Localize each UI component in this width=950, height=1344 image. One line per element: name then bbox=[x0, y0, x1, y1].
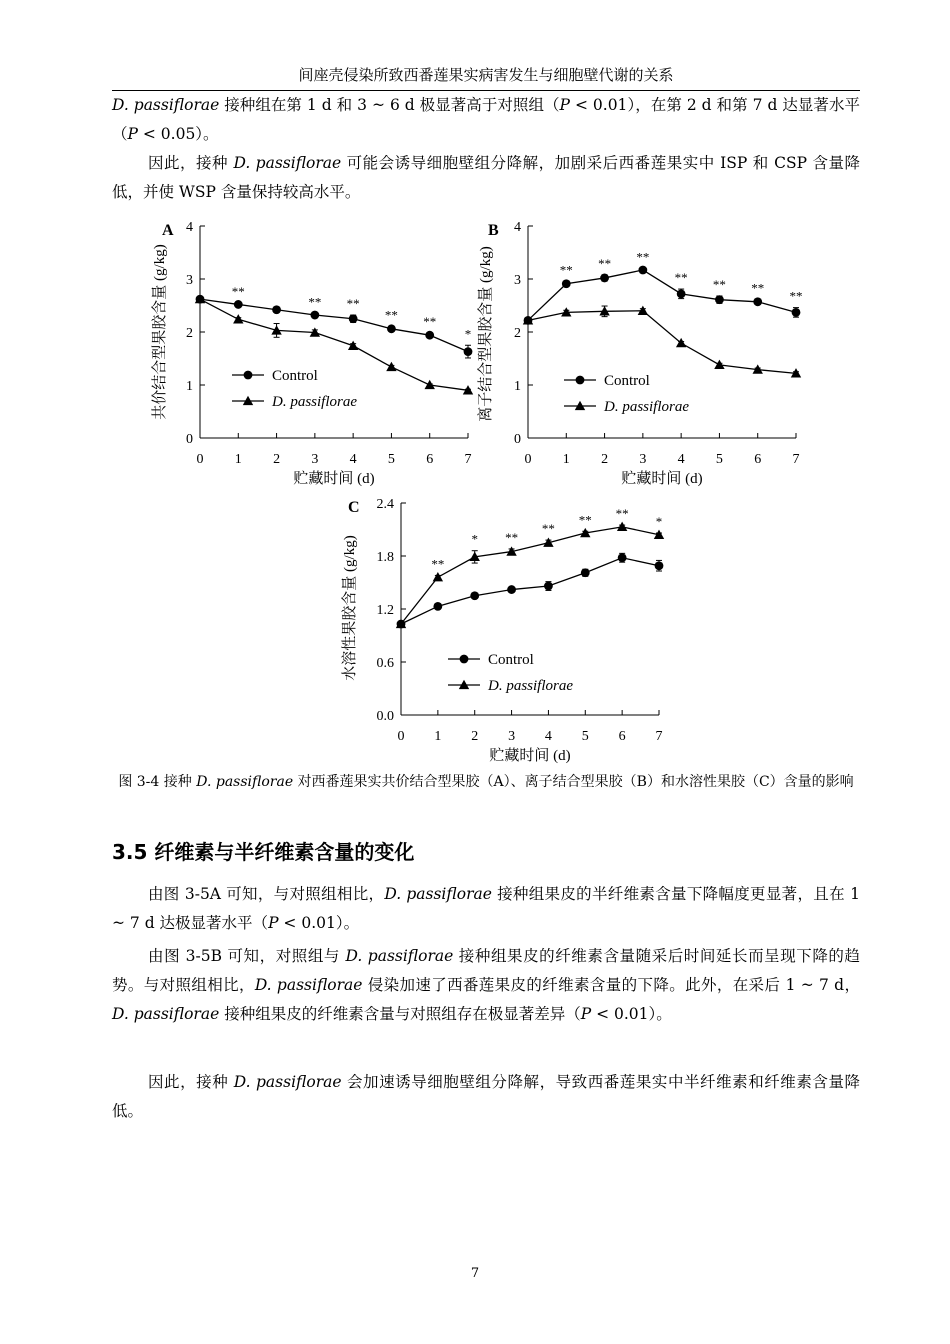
text-run: < 0.01）。 bbox=[591, 1005, 672, 1023]
y-tick-label: 1.2 bbox=[376, 603, 394, 618]
y-tick-label: 2 bbox=[514, 326, 521, 341]
y-tick-label: 1.8 bbox=[376, 550, 394, 565]
page-number: 7 bbox=[470, 1266, 480, 1281]
italic-term: D. passiflorae bbox=[196, 774, 294, 790]
legend-label: Control bbox=[488, 652, 534, 668]
significance-marker: ** bbox=[789, 288, 803, 304]
paragraph-conclusion-pectin bbox=[112, 149, 860, 207]
paragraph-cellulose bbox=[112, 942, 860, 1029]
x-tick-label: 7 bbox=[655, 729, 663, 744]
data-point-control bbox=[425, 331, 434, 340]
x-tick-label: 7 bbox=[792, 452, 800, 467]
y-tick-label: 2.4 bbox=[376, 497, 394, 512]
significance-marker: * bbox=[655, 514, 663, 530]
text-run: 对西番莲果实共价结合型果胶（A）、离子结合型果胶（B）和水溶性果胶（C）含量的影响 bbox=[293, 774, 854, 790]
paragraph-conclusion-cellulose bbox=[112, 1068, 860, 1126]
data-point-control bbox=[655, 561, 664, 570]
running-header: 间座壳侵染所致西番莲果实病害发生与细胞壁代谢的关系 bbox=[298, 66, 674, 84]
x-axis-label: 贮藏时间 (d) bbox=[293, 471, 375, 487]
x-tick-label: 6 bbox=[426, 452, 434, 467]
y-tick-label: 4 bbox=[186, 220, 193, 235]
chart-panel-b bbox=[476, 216, 816, 488]
data-point-control bbox=[470, 591, 479, 600]
y-tick-label: 1 bbox=[514, 379, 521, 394]
significance-marker: ** bbox=[541, 521, 555, 537]
legend-label: Control bbox=[604, 373, 650, 389]
significance-marker: * bbox=[471, 531, 478, 547]
significance-marker: ** bbox=[505, 529, 519, 545]
significance-marker: ** bbox=[384, 307, 398, 323]
data-point-control bbox=[387, 324, 396, 333]
data-point-control bbox=[507, 585, 516, 594]
x-tick-label: 7 bbox=[464, 452, 472, 467]
italic-term: D. passiflorae bbox=[233, 1073, 342, 1091]
legend-label: D. passiflorae bbox=[272, 394, 358, 410]
legend-label: D. passiflorae bbox=[604, 399, 690, 415]
significance-marker: ** bbox=[598, 255, 612, 271]
x-tick-label: 4 bbox=[677, 452, 685, 467]
x-tick-label: 4 bbox=[544, 729, 552, 744]
x-tick-label: 2 bbox=[273, 452, 281, 467]
text-run: 接种组在第 1 d 和 3 ~ 6 d 极显著高于对照组（ bbox=[219, 96, 560, 114]
text-run: < 0.01），在第 2 d 和第 7 d 达显著水平（ bbox=[112, 96, 860, 143]
legend-marker bbox=[460, 655, 469, 664]
x-tick-label: 1 bbox=[562, 452, 570, 467]
panel-label: C bbox=[348, 499, 360, 516]
text-run: 会加速诱导细胞壁组分降解，导致西番莲果实中半纤维素和纤维素含量降低。 bbox=[112, 1073, 860, 1120]
significance-marker: ** bbox=[615, 506, 629, 522]
significance-marker: ** bbox=[431, 556, 445, 572]
data-point-d-passiflorae bbox=[348, 341, 358, 350]
italic-term: D. passiflorae bbox=[233, 154, 342, 172]
y-tick-label: 0 bbox=[514, 432, 521, 447]
data-point-control bbox=[349, 314, 358, 323]
italic-term: D. passiflorae bbox=[384, 885, 492, 903]
series-line-d-passiflorae bbox=[200, 299, 468, 390]
x-tick-label: 6 bbox=[754, 452, 762, 467]
series-line-d-passiflorae bbox=[528, 311, 796, 374]
x-tick-label: 5 bbox=[715, 452, 723, 467]
legend-label: D. passiflorae bbox=[488, 678, 574, 694]
italic-term: D. passiflorae bbox=[112, 1005, 220, 1023]
data-point-d-passiflorae bbox=[233, 314, 243, 323]
x-tick-label: 6 bbox=[618, 729, 626, 744]
x-tick-label: 0 bbox=[397, 729, 405, 744]
x-tick-label: 3 bbox=[311, 452, 319, 467]
legend-marker bbox=[576, 376, 585, 385]
figure-caption bbox=[112, 770, 860, 794]
significance-marker: ** bbox=[346, 296, 360, 312]
data-point-control bbox=[581, 568, 590, 577]
text-run: 由图 3-5B 可知，对照组与 bbox=[148, 947, 346, 965]
significance-marker: ** bbox=[559, 262, 573, 278]
x-tick-label: 2 bbox=[601, 452, 609, 467]
significance-marker: ** bbox=[231, 283, 245, 299]
data-point-d-passiflorae bbox=[433, 572, 443, 581]
chart-panel-a bbox=[150, 216, 485, 488]
y-tick-label: 4 bbox=[514, 220, 521, 235]
significance-marker: * bbox=[464, 326, 472, 342]
x-tick-label: 3 bbox=[508, 729, 516, 744]
x-axis-label: 贮藏时间 (d) bbox=[621, 471, 703, 487]
y-axis-label: 共价结合型果胶含量 (g/kg) bbox=[152, 244, 168, 420]
chart-panel-c bbox=[336, 492, 681, 766]
data-point-control bbox=[677, 289, 686, 298]
significance-marker: ** bbox=[636, 249, 650, 265]
text-run: 因此，接种 bbox=[148, 154, 234, 172]
italic-term: D. passiflorae bbox=[345, 947, 454, 965]
y-tick-label: 0.0 bbox=[376, 709, 394, 724]
significance-marker: ** bbox=[674, 270, 688, 286]
data-point-control bbox=[544, 582, 553, 591]
y-tick-label: 0 bbox=[186, 432, 193, 447]
panel-label: B bbox=[488, 222, 499, 239]
y-axis-label: 离子结合型果胶含量 (g/kg) bbox=[478, 246, 494, 422]
x-tick-label: 5 bbox=[581, 729, 589, 744]
data-point-control bbox=[638, 266, 647, 275]
data-point-d-passiflorae bbox=[617, 522, 627, 531]
data-point-control bbox=[433, 602, 442, 611]
text-run: < 0.01）。 bbox=[278, 914, 360, 932]
legend-marker bbox=[244, 371, 253, 380]
y-axis-label: 水溶性果胶含量 (g/kg) bbox=[342, 535, 358, 681]
italic-term: P bbox=[127, 125, 138, 143]
paragraph-hemicellulose bbox=[112, 880, 860, 938]
data-point-control bbox=[600, 274, 609, 283]
legend-label: Control bbox=[272, 368, 318, 384]
paragraph-result-summary bbox=[112, 91, 860, 149]
x-tick-label: 4 bbox=[349, 452, 357, 467]
x-tick-label: 1 bbox=[234, 452, 242, 467]
data-point-d-passiflorae bbox=[714, 360, 724, 369]
x-tick-label: 3 bbox=[639, 452, 647, 467]
y-tick-label: 2 bbox=[186, 326, 193, 341]
data-point-control bbox=[464, 347, 473, 356]
significance-marker: ** bbox=[712, 276, 726, 292]
italic-term: D. passiflorae bbox=[254, 976, 363, 994]
text-run: 接种组果皮的纤维素含量随采后时间延长而呈现下降的趋势。与对照组相比， bbox=[112, 947, 860, 994]
italic-term: P bbox=[559, 96, 570, 114]
italic-term: D. passiflorae bbox=[112, 96, 220, 114]
data-point-control bbox=[234, 300, 243, 309]
text-run: 图 3-4 接种 bbox=[118, 774, 197, 790]
data-point-control bbox=[715, 295, 724, 304]
text-run: 接种组果皮的半纤维素含量下降幅度更显著，且在 1 ~ 7 d 达极显著水平（ bbox=[112, 885, 860, 932]
data-point-control bbox=[562, 279, 571, 288]
x-tick-label: 5 bbox=[387, 452, 395, 467]
data-point-control bbox=[310, 311, 319, 320]
x-tick-label: 0 bbox=[524, 452, 532, 467]
text-run: 侵染加速了西番莲果皮的纤维素含量的下降。此外，在采后 1 ~ 7 d， bbox=[362, 976, 860, 994]
data-point-control bbox=[272, 305, 281, 314]
y-tick-label: 0.6 bbox=[376, 656, 394, 671]
significance-marker: ** bbox=[578, 512, 592, 528]
y-tick-label: 1 bbox=[186, 379, 193, 394]
x-tick-label: 0 bbox=[196, 452, 204, 467]
panel-label: A bbox=[162, 222, 174, 239]
italic-term: P bbox=[580, 1005, 592, 1023]
data-point-d-passiflorae bbox=[425, 380, 435, 389]
section-heading: 3.5 纤维素与半纤维素含量的变化 bbox=[112, 840, 415, 864]
text-run: 由图 3-5A 可知，与对照组相比， bbox=[148, 885, 385, 903]
data-point-control bbox=[753, 297, 762, 306]
significance-marker: ** bbox=[308, 294, 322, 310]
italic-term: P bbox=[268, 914, 279, 932]
x-tick-label: 1 bbox=[434, 729, 442, 744]
significance-marker: ** bbox=[423, 314, 437, 330]
data-point-control bbox=[792, 308, 801, 317]
x-axis-label: 贮藏时间 (d) bbox=[489, 748, 571, 764]
x-tick-label: 2 bbox=[471, 729, 479, 744]
y-tick-label: 3 bbox=[186, 273, 193, 288]
text-run: 因此，接种 bbox=[148, 1073, 234, 1091]
text-run: 可能会诱导细胞壁组分降解，加剧采后西番莲果实中 ISP 和 CSP 含量降低，并使 WSP 含量保持较高水平。 bbox=[112, 154, 860, 201]
data-point-d-passiflorae bbox=[386, 362, 396, 371]
data-point-control bbox=[618, 553, 627, 562]
y-tick-label: 3 bbox=[514, 273, 521, 288]
text-run: < 0.05）。 bbox=[137, 125, 219, 143]
significance-marker: ** bbox=[751, 280, 765, 296]
text-run: 接种组果皮的纤维素含量与对照组存在极显著差异（ bbox=[219, 1005, 581, 1023]
